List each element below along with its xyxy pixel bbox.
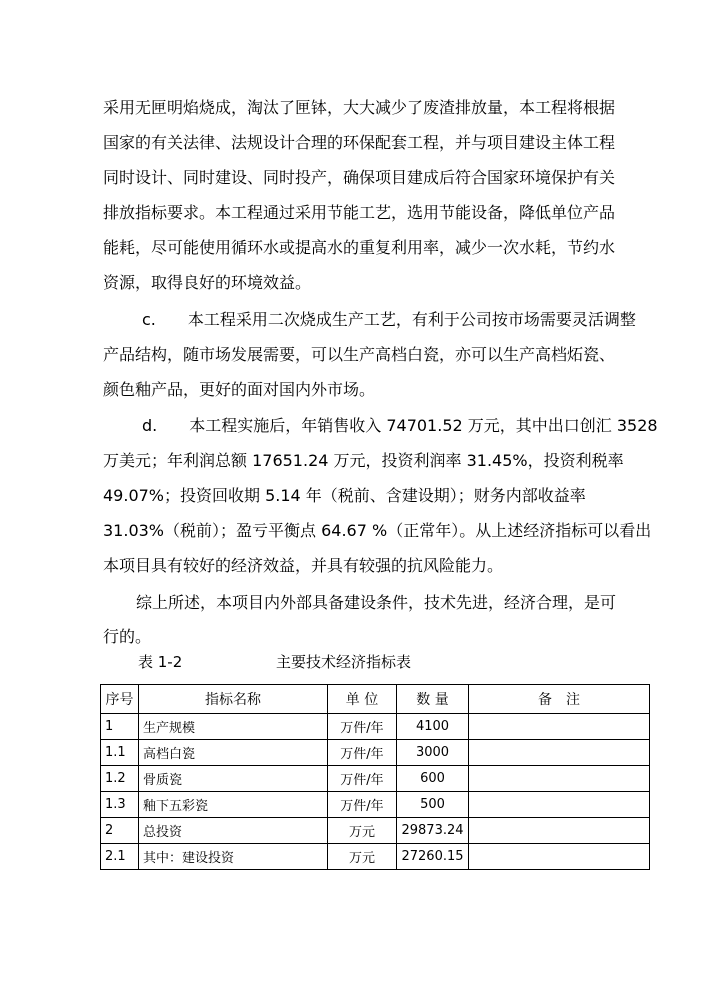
text-line: 颜色釉产品，更好的面对国内外市场。 [103, 380, 376, 399]
text-line: 万美元；年利润总额 17651.24 万元，投资利润率 31.45%，投资利税率 [103, 451, 624, 470]
text-line: 资源，取得良好的环境效益。 [103, 273, 312, 292]
cell-remark [469, 792, 650, 818]
column-header: 数 量 [397, 685, 469, 714]
text-line: c. 本工程采用二次烧成生产工艺，有利于公司按市场需要灵活调整 [142, 310, 636, 329]
column-header: 备 注 [469, 685, 650, 714]
text-line: d. 本工程实施后，年销售收入 74701.52 万元，其中出口创汇 3528 [142, 416, 658, 435]
text-line: 49.07%；投资回收期 5.14 年（税前、含建设期）；财务内部收益率 [103, 486, 586, 505]
cell-remark [469, 844, 650, 870]
cell-name: 总投资 [139, 818, 328, 844]
cell-quantity: 600 [397, 766, 469, 792]
cell-unit: 万元 [328, 844, 397, 870]
cell-index: 1.2 [101, 766, 139, 792]
cell-remark [469, 714, 650, 740]
column-header: 指标名称 [139, 685, 328, 714]
cell-name: 釉下五彩瓷 [139, 792, 328, 818]
cell-quantity: 29873.24 [397, 818, 469, 844]
cell-name: 高档白瓷 [139, 740, 328, 766]
cell-index: 2.1 [101, 844, 139, 870]
cell-index: 1.1 [101, 740, 139, 766]
text-line: 行的。 [103, 627, 152, 646]
text-line: 本项目具有较好的经济效益，并具有较强的抗风险能力。 [103, 556, 504, 575]
cell-unit: 万件/年 [328, 766, 397, 792]
text-line: 排放指标要求。本工程通过采用节能工艺，选用节能设备，降低单位产品 [103, 203, 616, 222]
table-row [101, 714, 650, 740]
text-line: 综上所述，本项目内外部具备建设条件，技术先进，经济合理，是可 [136, 593, 617, 612]
cell-quantity: 3000 [397, 740, 469, 766]
table-row [101, 766, 650, 792]
cell-remark [469, 818, 650, 844]
text-line: 31.03%（税前）；盈亏平衡点 64.67 %（正常年）。从上述经济指标可以看出 [103, 521, 652, 540]
cell-remark [469, 766, 650, 792]
cell-index: 1 [101, 714, 139, 740]
cell-name: 生产规模 [139, 714, 328, 740]
text-line: 同时设计、同时建设、同时投产，确保项目建成后符合国家环境保护有关 [103, 168, 616, 187]
text-line: 国家的有关法律、法规设计合理的环保配套工程，并与项目建设主体工程 [103, 133, 616, 152]
cell-index: 1.3 [101, 792, 139, 818]
cell-index: 2 [101, 818, 139, 844]
cell-quantity: 4100 [397, 714, 469, 740]
column-header: 单 位 [328, 685, 397, 714]
cell-remark [469, 740, 650, 766]
table-row [101, 818, 650, 844]
table-row [101, 792, 650, 818]
cell-unit: 万元 [328, 818, 397, 844]
cell-unit: 万件/年 [328, 714, 397, 740]
cell-unit: 万件/年 [328, 792, 397, 818]
indicator-table [100, 684, 650, 870]
table-header-row [101, 685, 650, 714]
cell-quantity: 500 [397, 792, 469, 818]
table-row [101, 844, 650, 870]
table-number: 表 1-2 [138, 653, 183, 671]
table-row [101, 740, 650, 766]
cell-quantity: 27260.15 [397, 844, 469, 870]
cell-name: 骨质瓷 [139, 766, 328, 792]
cell-unit: 万件/年 [328, 740, 397, 766]
text-line: 产品结构，随市场发展需要，可以生产高档白瓷，亦可以生产高档炻瓷、 [103, 345, 616, 364]
column-header: 序号 [101, 685, 139, 714]
table-title: 主要技术经济指标表 [276, 653, 412, 671]
text-line: 采用无匣明焰烧成，淘汰了匣钵，大大减少了废渣排放量，本工程将根据 [103, 98, 616, 117]
cell-name: 其中：建设投资 [139, 844, 328, 870]
text-line: 能耗，尽可能使用循环水或提高水的重复利用率，减少一次水耗，节约水 [103, 238, 616, 257]
